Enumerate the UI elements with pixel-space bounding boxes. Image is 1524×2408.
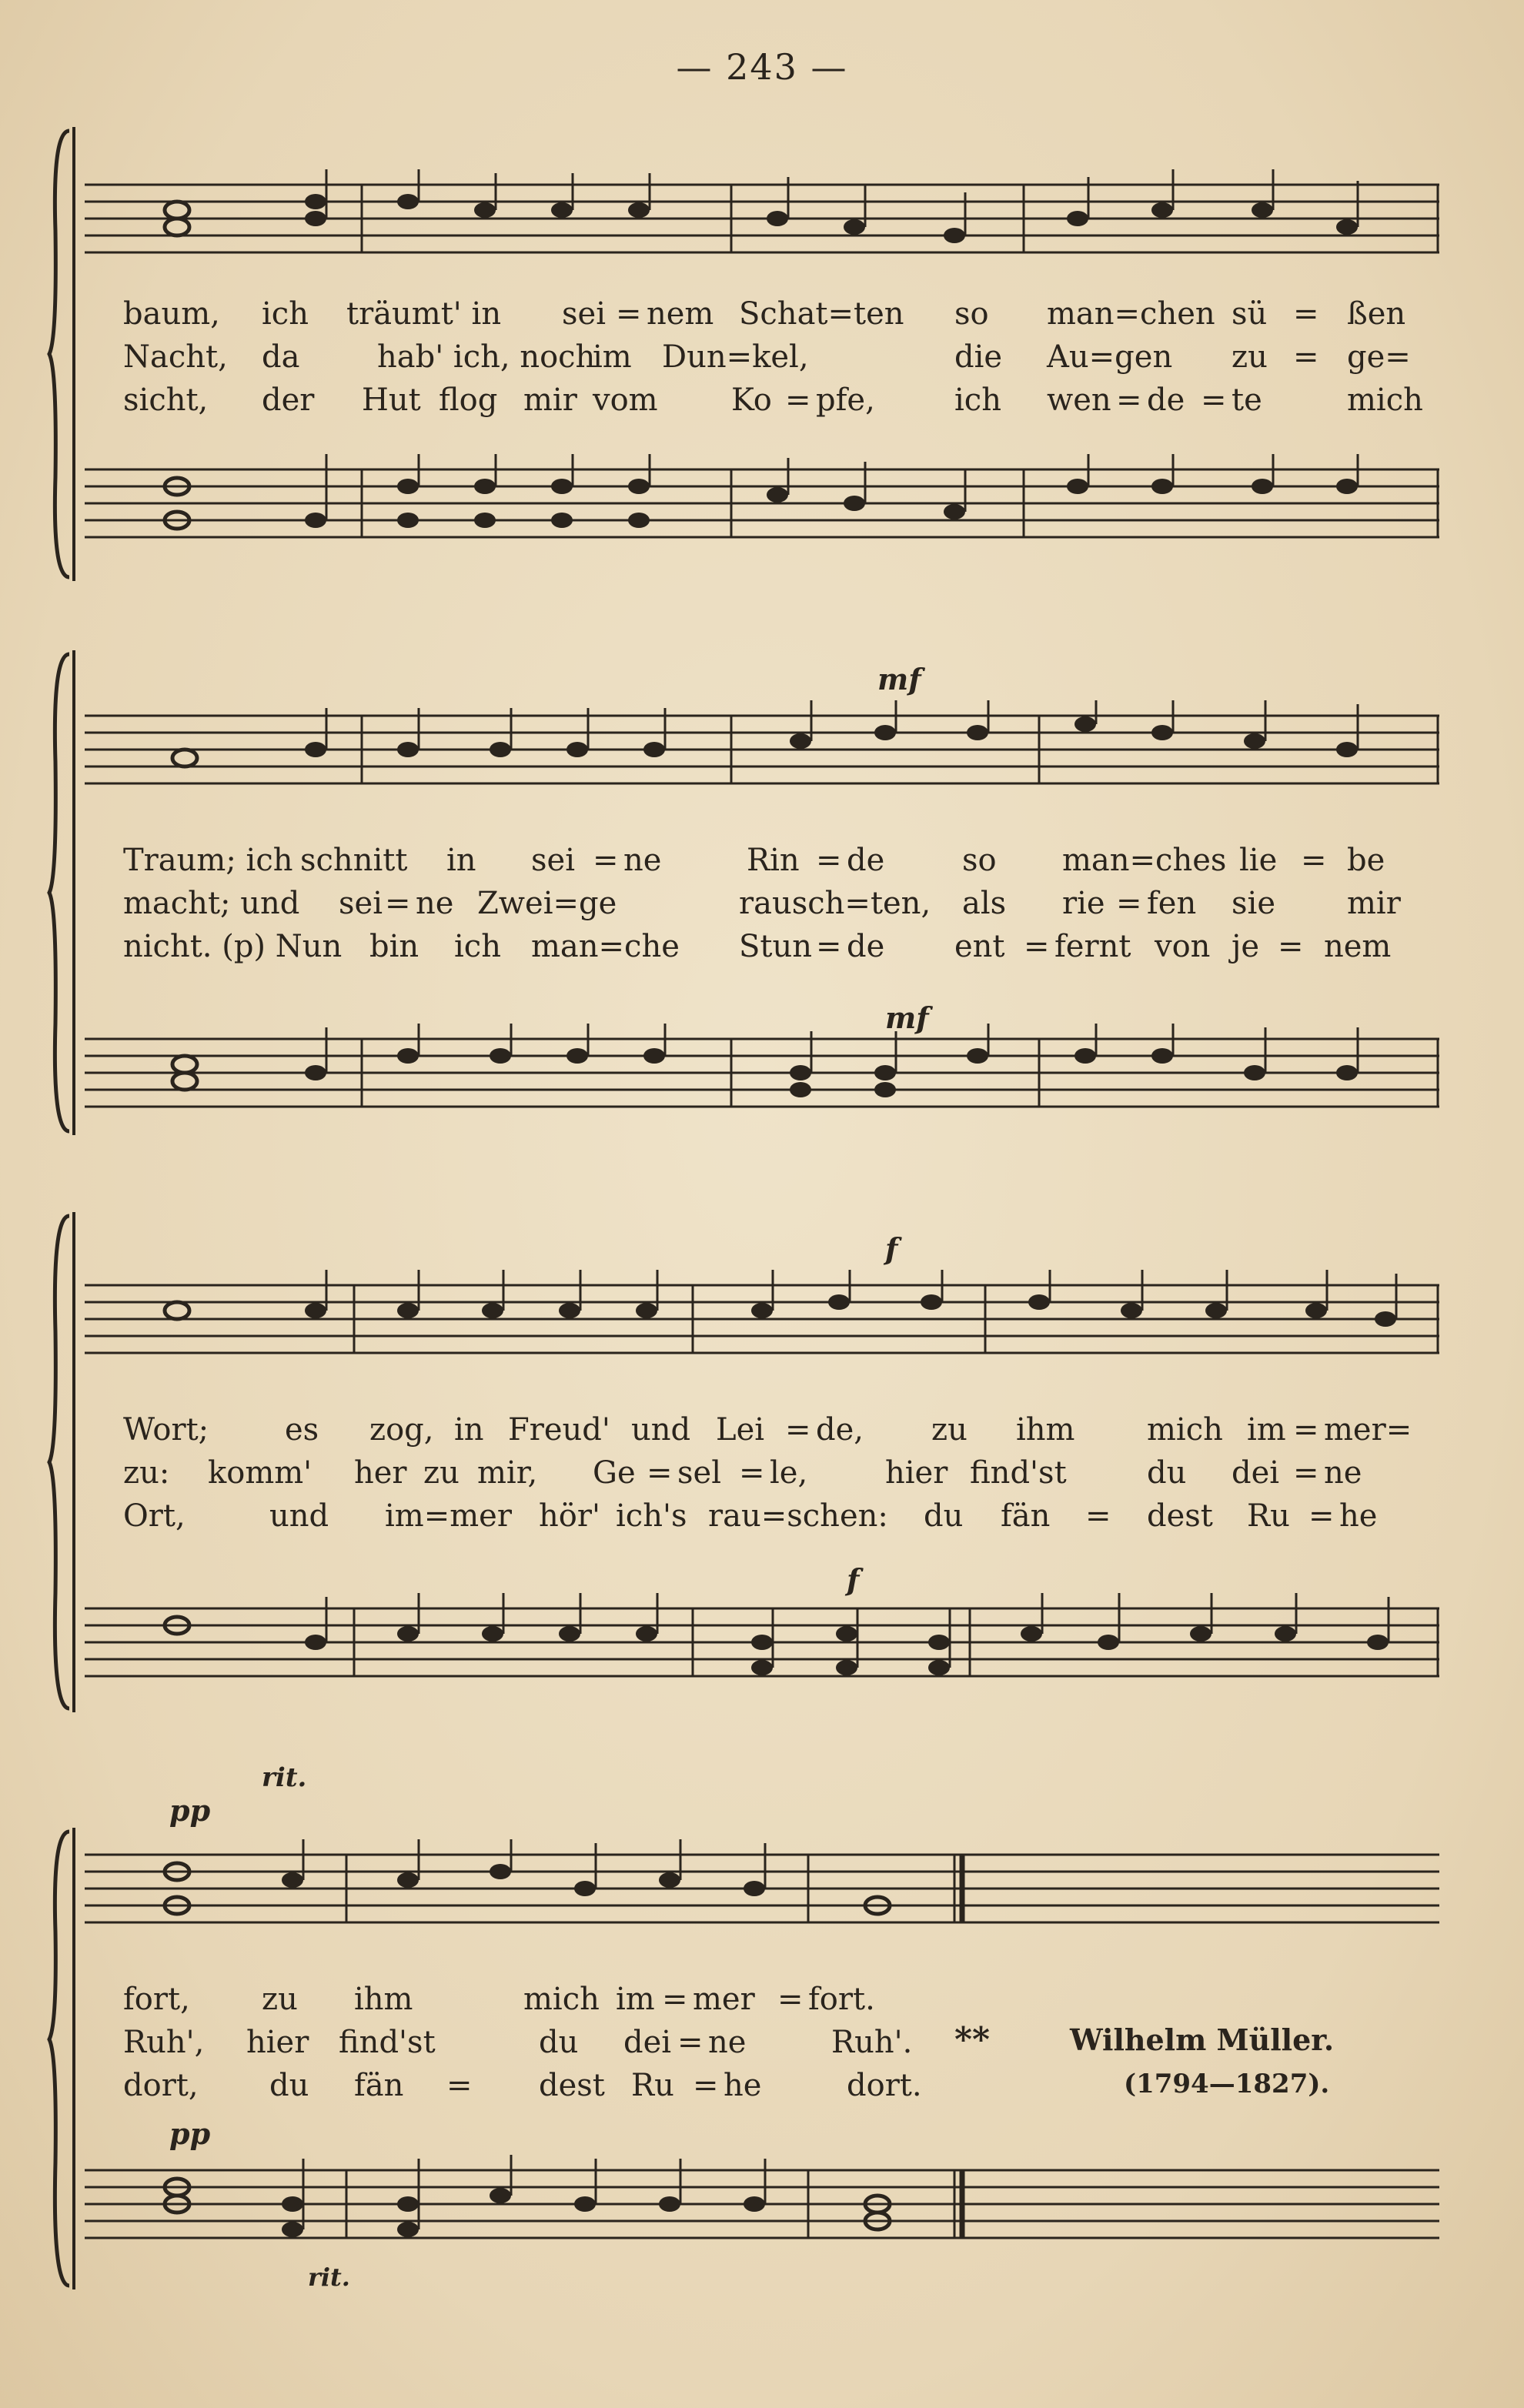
- lyric-line: [123, 1451, 1432, 1495]
- lyric-word: =: [1301, 843, 1327, 878]
- lyric-word: Ort,: [123, 1498, 185, 1534]
- lyric-word: so: [954, 296, 989, 332]
- lyric-word: Wort;: [123, 1412, 209, 1448]
- lyric-word: =: [1293, 296, 1319, 332]
- lyric-word: zu: [423, 1455, 460, 1491]
- lyric-word: sei: [531, 843, 575, 878]
- lyric-word: Traum; ich: [123, 843, 293, 878]
- lyric-word: in: [454, 1412, 484, 1448]
- lyric-word: mer=: [1324, 1412, 1412, 1448]
- lyric-word: sel: [677, 1455, 721, 1491]
- lyric-word: =: [677, 2025, 704, 2060]
- lyric-word: da: [262, 339, 300, 375]
- lyric-word: ihm: [1016, 1412, 1075, 1448]
- lyric-word: mir,: [477, 1455, 538, 1491]
- lyric-word: zu: [1232, 339, 1268, 375]
- bass-staff: [85, 454, 1439, 554]
- lyric-word: dei: [1232, 1455, 1280, 1491]
- lyric-word: =: [693, 2068, 719, 2103]
- lyric-word: =: [662, 1982, 688, 2017]
- lyric-word: im: [1247, 1412, 1286, 1448]
- lyric-word: ihm: [354, 1982, 413, 2017]
- lyric-word: mich: [1347, 382, 1423, 418]
- lyric-word: dei: [623, 2025, 672, 2060]
- lyric-word: =: [1024, 929, 1050, 964]
- lyric-word: sie: [1232, 886, 1275, 921]
- lyric-word: =: [1201, 382, 1227, 418]
- lyric-word: mich: [523, 1982, 600, 2017]
- lyric-word: sei: [339, 886, 383, 921]
- lyric-word: nem: [1324, 929, 1392, 964]
- lyric-word: Ru: [631, 2068, 674, 2103]
- lyric-word: mir: [1347, 886, 1401, 921]
- lyric-word: von: [1155, 929, 1211, 964]
- lyric-word: man=ches: [1062, 843, 1227, 878]
- lyric-line: [123, 1408, 1432, 1451]
- lyric-word: find'st: [970, 1455, 1067, 1491]
- lyric-word: nicht. (p) Nun: [123, 929, 343, 964]
- lyric-word: rau=schen:: [708, 1498, 888, 1534]
- lyric-word: =: [1116, 382, 1142, 418]
- dynamic-rit: rit.: [262, 1762, 307, 1793]
- lyric-word: fort.: [808, 1982, 875, 2017]
- lyric-word: wen: [1047, 382, 1111, 418]
- staff-lines: [85, 700, 1439, 800]
- system-brace-icon: [46, 115, 77, 593]
- bass-staff: [85, 1593, 1439, 1693]
- lyric-word: le,: [770, 1455, 808, 1491]
- treble-staff: [85, 169, 1439, 269]
- system-brace-icon: [46, 639, 77, 1147]
- lyric-word: so: [962, 843, 997, 878]
- lyric-word: man=che: [531, 929, 680, 964]
- lyric-word: du: [539, 2025, 579, 2060]
- lyric-word: hab' ich, noch: [377, 339, 596, 375]
- bass-staff: [85, 2155, 1439, 2255]
- lyric-word: dort,: [123, 2068, 199, 2103]
- lyric-word: Nacht,: [123, 339, 228, 375]
- lyric-word: hör': [539, 1498, 600, 1534]
- lyric-word: der: [262, 382, 315, 418]
- lyric-word: komm': [208, 1455, 312, 1491]
- bass-staff: [85, 1024, 1439, 1124]
- lyric-word: fernt: [1054, 929, 1131, 964]
- lyric-word: =: [647, 1455, 673, 1491]
- lyric-word: Ru: [1247, 1498, 1290, 1534]
- lyric-word: und: [269, 1498, 329, 1534]
- lyric-word: Lei: [716, 1412, 765, 1448]
- lyric-word: =: [593, 843, 619, 878]
- lyric-word: find'st: [339, 2025, 436, 2060]
- staff-lines: [85, 1839, 1439, 1939]
- lyric-line: [123, 839, 1432, 882]
- lyrics-block-3: [123, 1408, 1432, 1538]
- lyric-word: =: [1293, 1455, 1319, 1491]
- lyric-word: =: [1293, 339, 1319, 375]
- dynamic-pp: pp: [169, 1793, 211, 1828]
- lyric-word: ich: [954, 382, 1001, 418]
- lyric-word: =: [1278, 929, 1304, 964]
- lyric-word: du: [269, 2068, 309, 2103]
- lyric-word: =: [385, 886, 411, 921]
- lyric-word: zu: [931, 1412, 968, 1448]
- lyric-word: de: [847, 929, 885, 964]
- lyric-word: dort.: [847, 2068, 922, 2103]
- lyric-word: =: [446, 2068, 473, 2103]
- lyric-line: [123, 292, 1432, 336]
- dynamic-f: f: [847, 1562, 860, 1597]
- system-4: [46, 1762, 1409, 2301]
- lyric-word: pfe,: [816, 382, 875, 418]
- lyric-word: =: [1308, 1498, 1335, 1534]
- lyric-word: im=mer: [385, 1498, 512, 1534]
- lyric-word: Freud': [508, 1412, 610, 1448]
- lyric-word: fort,: [123, 1982, 190, 2017]
- staff-lines: [85, 1593, 1439, 1693]
- lyric-line: [123, 379, 1432, 422]
- lyric-word: dest: [539, 2068, 605, 2103]
- lyric-line: [123, 336, 1432, 379]
- dynamic-pp: pp: [169, 2116, 211, 2151]
- lyric-word: de,: [816, 1412, 864, 1448]
- lyric-line: [123, 1495, 1432, 1538]
- lyric-word: =: [616, 296, 642, 332]
- lyric-word: und: [631, 1412, 691, 1448]
- system-3: [46, 1201, 1412, 1724]
- lyric-word: =: [816, 843, 842, 878]
- dynamic-mf: mf: [885, 1000, 929, 1035]
- lyric-word: Rin: [747, 843, 800, 878]
- lyric-word: ne: [708, 2025, 747, 2060]
- lyric-word: rausch=ten,: [739, 886, 931, 921]
- lyric-word: de: [847, 843, 885, 878]
- lyric-word: hier: [246, 2025, 309, 2060]
- lyrics-block-2: [123, 839, 1432, 968]
- lyric-word: =: [785, 382, 811, 418]
- lyric-word: ge=: [1347, 339, 1411, 375]
- author-years: (1794—1827).: [1124, 2069, 1330, 2099]
- lyric-word: als: [962, 886, 1007, 921]
- lyric-word: in: [446, 843, 476, 878]
- system-brace-icon: [46, 1762, 77, 2301]
- lyric-word: lie: [1239, 843, 1278, 878]
- lyric-word: =: [739, 1455, 765, 1491]
- lyric-word: Ge: [593, 1455, 636, 1491]
- lyric-word: ich: [454, 929, 501, 964]
- lyric-word: bin: [369, 929, 419, 964]
- lyric-word: he: [1339, 1498, 1378, 1534]
- lyric-line: [123, 925, 1432, 968]
- lyric-word: sicht,: [123, 382, 209, 418]
- lyric-word: hier: [885, 1455, 948, 1491]
- page-number: — 243 —: [676, 46, 848, 88]
- lyric-word: dest: [1147, 1498, 1213, 1534]
- stars-mark: **: [954, 2020, 991, 2059]
- lyric-word: im: [593, 339, 632, 375]
- lyric-word: nem: [647, 296, 714, 332]
- treble-staff: [85, 700, 1439, 800]
- lyric-word: die: [954, 339, 1003, 375]
- lyric-word: mer: [693, 1982, 755, 2017]
- lyric-line: [123, 882, 1432, 925]
- lyric-word: schnitt: [300, 843, 408, 878]
- author-name: Wilhelm Müller.: [1070, 2022, 1335, 2057]
- staff-lines: [85, 2155, 1439, 2255]
- lyric-word: mir: [523, 382, 577, 418]
- staff-lines: [85, 1270, 1439, 1370]
- lyrics-block-1: [123, 292, 1432, 422]
- system-brace-icon: [46, 1201, 77, 1724]
- dynamic-f: f: [885, 1231, 898, 1266]
- lyric-word: de: [1147, 382, 1185, 418]
- lyric-word: im: [616, 1982, 655, 2017]
- staff-lines: [85, 169, 1439, 269]
- lyric-word: je: [1232, 929, 1260, 964]
- lyric-word: es: [285, 1412, 319, 1448]
- lyric-word: =: [816, 929, 842, 964]
- staff-lines: [85, 454, 1439, 554]
- lyric-word: zu:: [123, 1455, 170, 1491]
- dynamic-mf: mf: [877, 662, 921, 696]
- lyric-word: träumt' in: [346, 296, 502, 332]
- lyric-word: fän: [1001, 1498, 1051, 1534]
- lyric-word: Ruh'.: [831, 2025, 913, 2060]
- lyric-word: ßen: [1347, 296, 1406, 332]
- treble-staff: [85, 1270, 1439, 1370]
- lyric-word: Hut: [362, 382, 421, 418]
- lyric-word: Au=gen: [1047, 339, 1173, 375]
- lyric-word: he: [724, 2068, 762, 2103]
- lyric-word: rie: [1062, 886, 1105, 921]
- lyric-word: =: [777, 1982, 804, 2017]
- lyric-word: man=chen: [1047, 296, 1215, 332]
- staff-lines: [85, 1024, 1439, 1124]
- lyric-word: Schat=ten: [739, 296, 904, 332]
- lyric-word: Ko: [731, 382, 772, 418]
- lyric-word: fen: [1147, 886, 1197, 921]
- lyric-word: fän: [354, 2068, 404, 2103]
- lyric-word: flog: [439, 382, 498, 418]
- lyric-word: du: [924, 1498, 964, 1534]
- lyric-word: =: [1085, 1498, 1111, 1534]
- lyric-word: sü: [1232, 296, 1268, 332]
- lyric-word: vom: [593, 382, 658, 418]
- lyric-word: =: [1293, 1412, 1319, 1448]
- lyric-word: zu: [262, 1982, 298, 2017]
- lyric-word: mich: [1147, 1412, 1223, 1448]
- lyric-word: te: [1232, 382, 1262, 418]
- lyric-word: du: [1147, 1455, 1187, 1491]
- lyric-word: ich: [262, 296, 309, 332]
- lyric-word: ich's: [616, 1498, 687, 1534]
- system-1: [46, 115, 1423, 593]
- lyric-word: ne: [623, 843, 662, 878]
- lyric-word: Ruh',: [123, 2025, 205, 2060]
- lyric-word: be: [1347, 843, 1385, 878]
- dynamic-rit: rit.: [308, 2263, 350, 2292]
- lyric-word: her: [354, 1455, 407, 1491]
- lyric-word: =: [785, 1412, 811, 1448]
- lyric-word: Zwei=ge: [477, 886, 617, 921]
- lyric-word: =: [1116, 886, 1142, 921]
- system-2: [46, 639, 1409, 1147]
- lyric-word: ne: [1324, 1455, 1362, 1491]
- lyric-word: sei: [562, 296, 606, 332]
- lyric-word: ne: [416, 886, 454, 921]
- lyric-word: Stun: [739, 929, 812, 964]
- lyric-word: baum,: [123, 296, 220, 332]
- treble-staff: [85, 1839, 1439, 1939]
- lyric-word: zog,: [369, 1412, 434, 1448]
- lyric-word: macht; und: [123, 886, 300, 921]
- lyric-line: [123, 1978, 1432, 2021]
- lyric-word: ent: [954, 929, 1005, 964]
- lyric-word: Dun=kel,: [662, 339, 809, 375]
